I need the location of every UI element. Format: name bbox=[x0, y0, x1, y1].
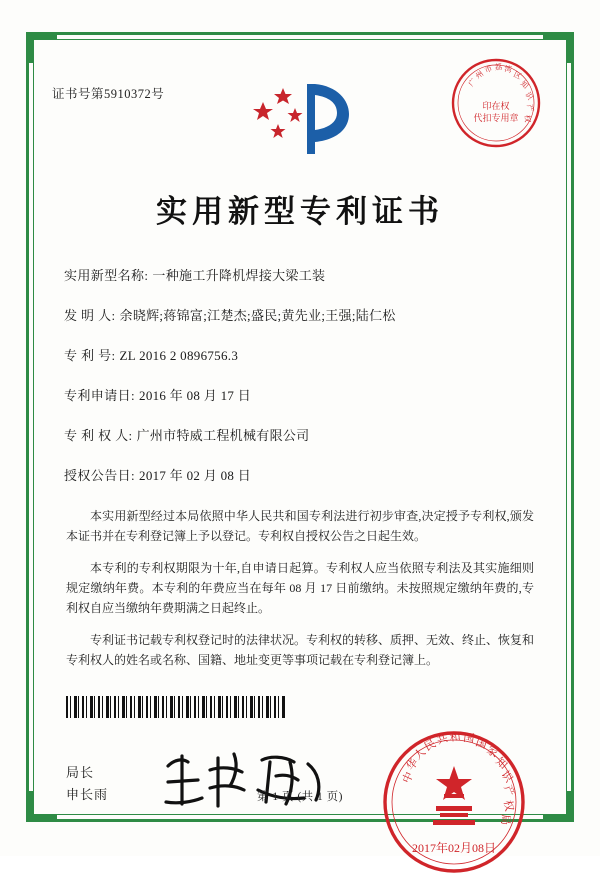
field-label: 发 明 人: bbox=[64, 308, 116, 323]
field-label: 专 利 权 人: bbox=[64, 428, 133, 443]
field-inventors bbox=[64, 305, 548, 324]
seal-date: 2017年02月08日 bbox=[411, 841, 497, 855]
svg-text:广: 广 bbox=[466, 76, 479, 89]
svg-text:代扣专用章: 代扣专用章 bbox=[473, 113, 519, 123]
svg-text:国: 国 bbox=[462, 732, 476, 746]
fields-list bbox=[52, 265, 548, 484]
field-value: ZL 2016 2 0896756.3 bbox=[119, 348, 239, 363]
field-application-date bbox=[64, 385, 548, 404]
svg-text:知: 知 bbox=[492, 755, 510, 772]
certificate-number: 证书号第5910372号 bbox=[52, 87, 165, 101]
legal-paragraphs bbox=[52, 506, 548, 670]
handwritten-signature-icon bbox=[158, 746, 338, 816]
field-patent-number bbox=[64, 345, 548, 364]
svg-text:识: 识 bbox=[498, 768, 515, 785]
field-label: 实用新型名称: bbox=[64, 268, 149, 283]
field-patentee bbox=[64, 425, 548, 444]
field-value: 2017 年 02 月 08 日 bbox=[139, 468, 252, 483]
field-value: 余晓辉;蒋锦富;江楚杰;盛民;黄先业;王强;陆仁松 bbox=[119, 308, 396, 323]
svg-text:印在权: 印在权 bbox=[482, 101, 510, 111]
svg-text:华: 华 bbox=[404, 756, 421, 773]
svg-text:和: 和 bbox=[449, 730, 462, 744]
svg-text:产: 产 bbox=[501, 783, 517, 799]
director-name: 申长雨 bbox=[66, 787, 109, 802]
svg-text:区: 区 bbox=[512, 69, 523, 82]
field-value: 2016 年 08 月 17 日 bbox=[139, 388, 252, 403]
field-label: 授权公告日: bbox=[64, 468, 136, 483]
svg-text:湾: 湾 bbox=[503, 64, 513, 75]
field-value: 一种施工升降机焊接大梁工装 bbox=[152, 268, 326, 283]
svg-text:市: 市 bbox=[483, 63, 494, 75]
svg-text:荔: 荔 bbox=[494, 62, 503, 72]
svg-text:家: 家 bbox=[484, 744, 501, 761]
paragraph-grant: 本实用新型经过本局依照中华人民共和国专利法进行初步审查,决定授予专利权,颁发本证书并在专利登记簿上予以登记。专利权自授权公告之日起生效。 bbox=[66, 509, 534, 543]
svg-text:中: 中 bbox=[400, 770, 417, 786]
svg-text:权: 权 bbox=[501, 799, 515, 813]
svg-text:共: 共 bbox=[435, 732, 450, 747]
field-utility-model-name bbox=[64, 265, 548, 284]
paragraph-term-fee: 本专利的专利权期限为十年,自申请日起算。专利权人应当依照专利法及其实施细则规定缴纳年费。本专利的年费应当在每年 08 月 17 日前缴纳。未按照规定缴纳年费的,专利权自应当缴纳年费期满之日起终止。 bbox=[66, 561, 534, 615]
field-grant-announcement-date bbox=[64, 465, 548, 484]
page-footer: 第 1 页 (共 1 页) bbox=[256, 791, 344, 803]
field-label: 专 利 号: bbox=[64, 348, 116, 363]
certificate-content bbox=[52, 58, 548, 855]
svg-text:局: 局 bbox=[498, 813, 511, 826]
svg-text:人: 人 bbox=[411, 745, 429, 763]
svg-text:知: 知 bbox=[518, 78, 531, 91]
svg-text:民: 民 bbox=[422, 737, 439, 754]
barcode bbox=[66, 696, 286, 718]
paragraph-register: 专利证书记载专利权登记时的法律状况。专利权的转移、质押、无效、终止、恢复和专利权人的姓名或名称、国籍、地址变更等事项记载在专利登记簿上。 bbox=[66, 633, 535, 667]
field-label: 专利申请日: bbox=[64, 388, 136, 403]
svg-text:权: 权 bbox=[523, 114, 533, 123]
director-label: 局长 bbox=[66, 765, 95, 780]
certificate-title: 实用新型专利证书 bbox=[156, 194, 444, 230]
svg-text:识: 识 bbox=[523, 90, 535, 102]
svg-text:产: 产 bbox=[525, 103, 536, 113]
svg-text:国: 国 bbox=[474, 736, 489, 752]
svg-text:州: 州 bbox=[473, 68, 486, 81]
field-value: 广州市特威工程机械有限公司 bbox=[136, 428, 310, 443]
